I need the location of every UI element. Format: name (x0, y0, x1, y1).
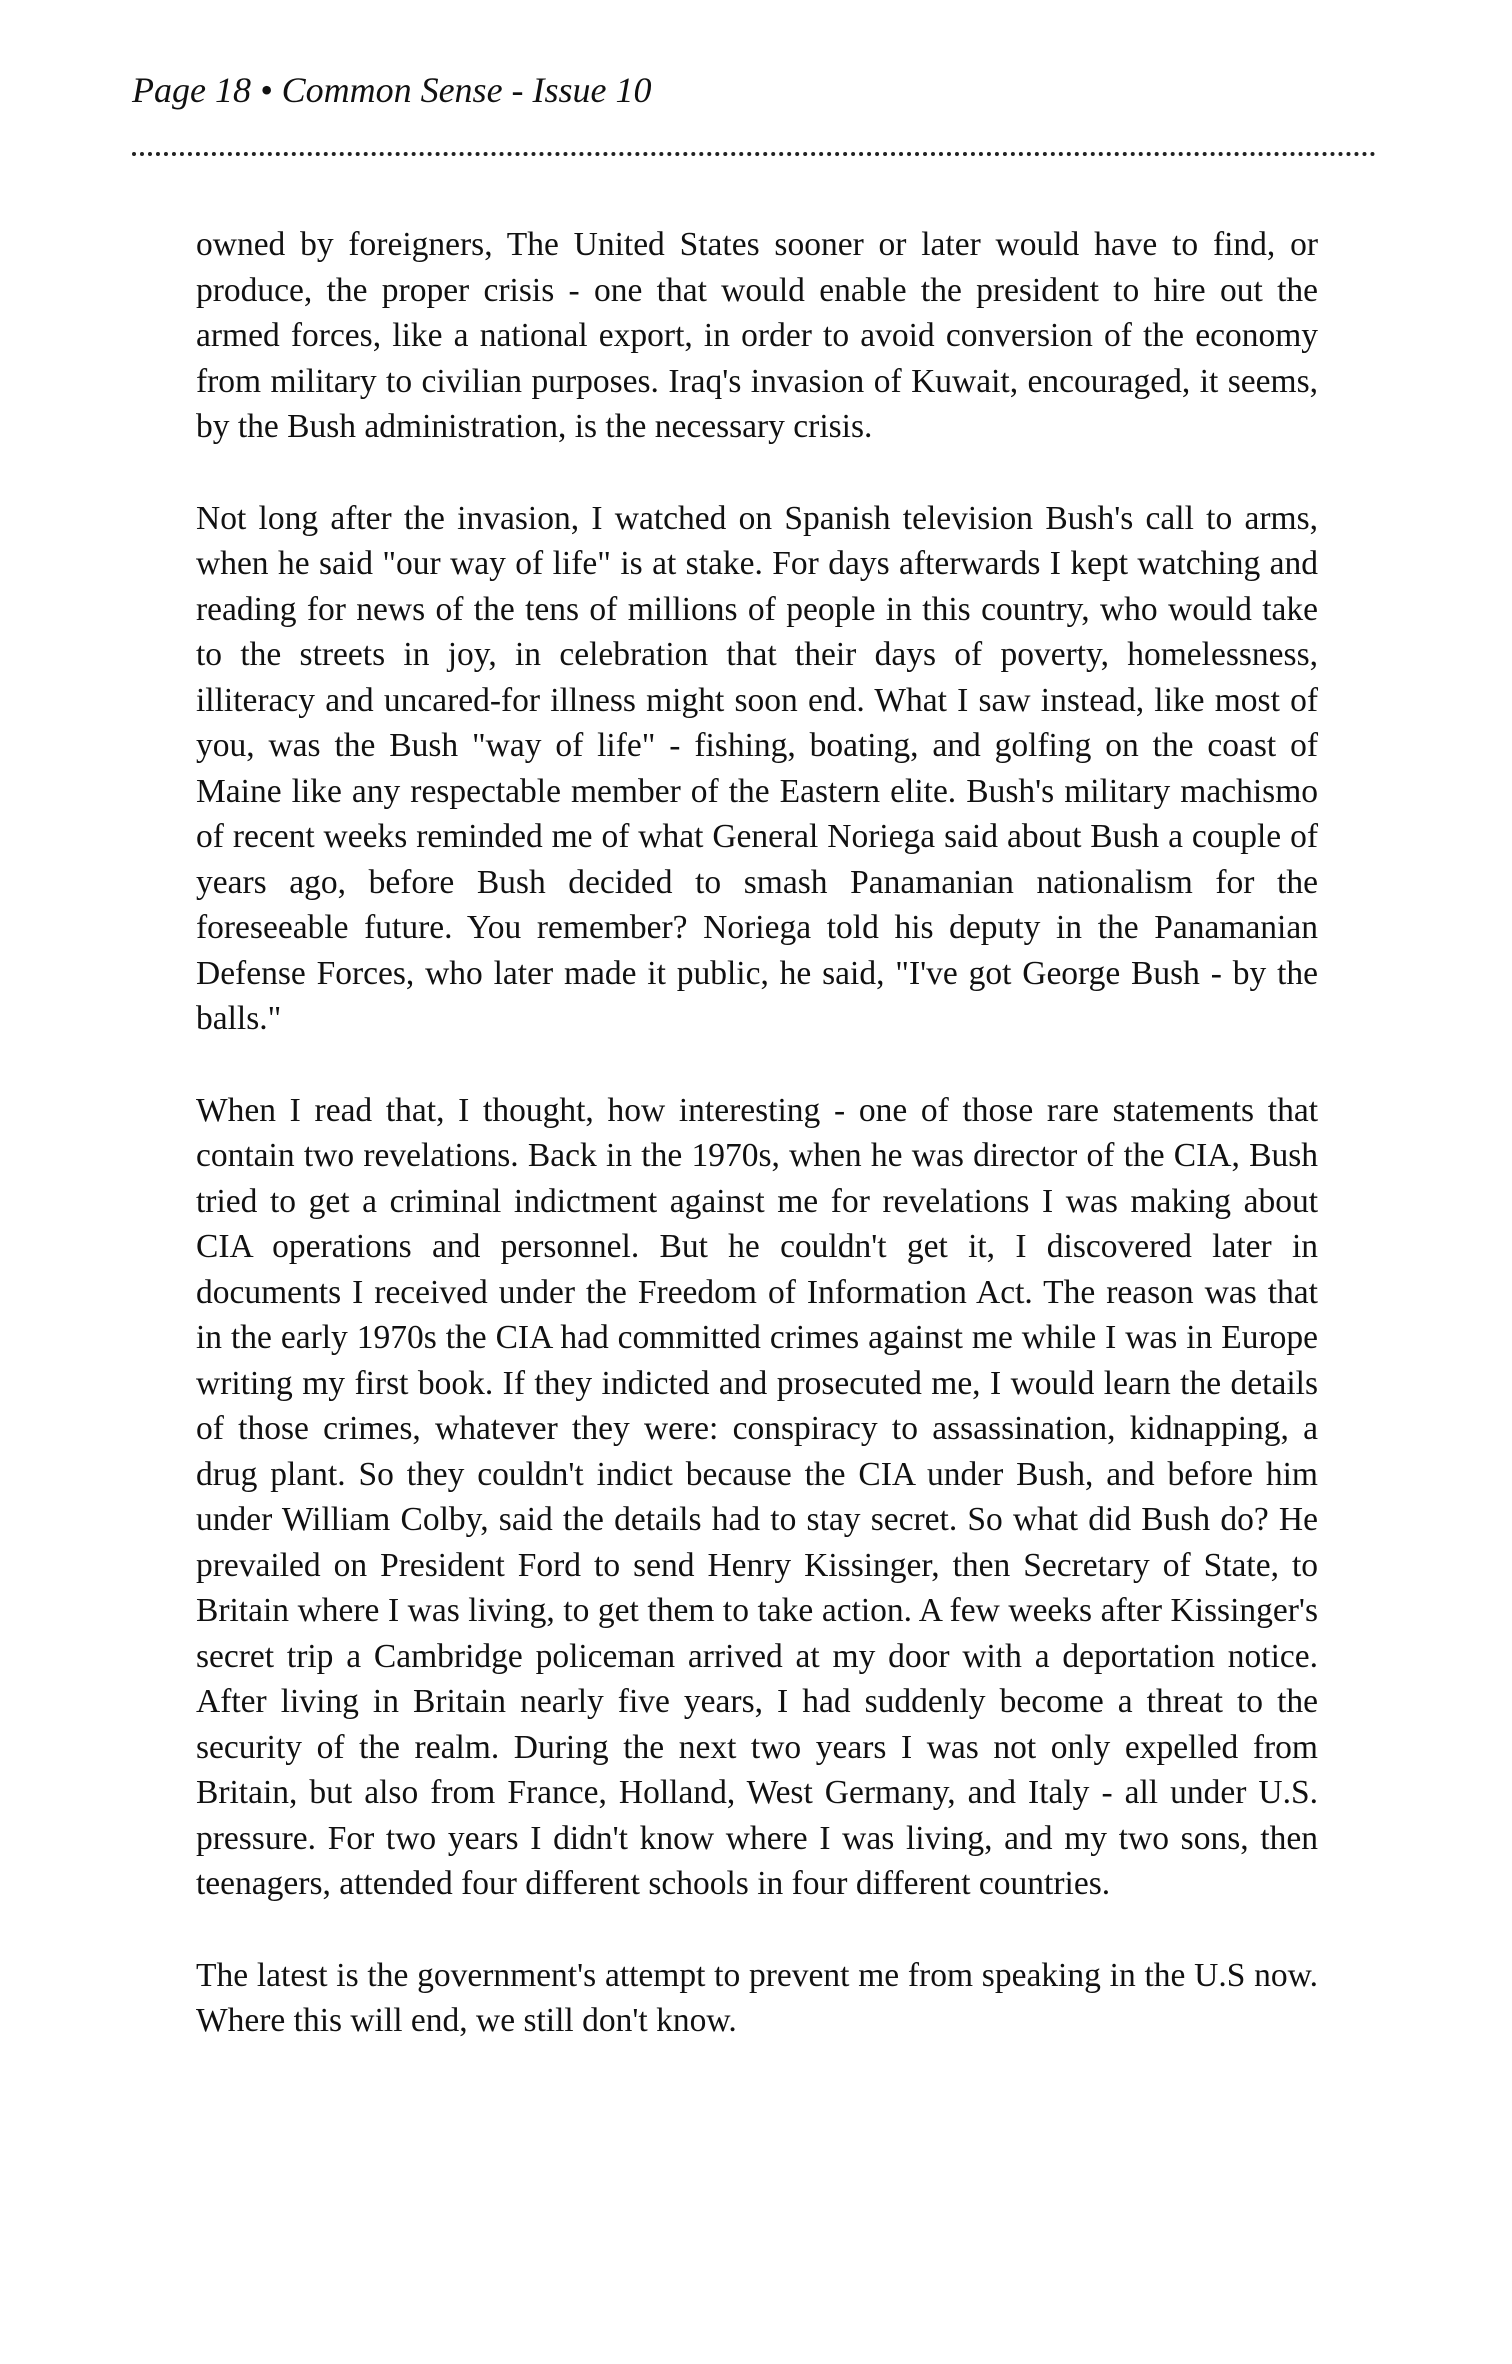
paragraph-1: owned by foreigners, The United States sooner or later would have to find, or produce, the proper crisis - one that would enable the president to hire out the armed forces, like a national export, in order to avoid conversion of the economy from military to civilian purposes. Iraq's invasion of Kuwait, encouraged, it seems, by the Bush administration, is the necessary crisis. (196, 226, 1318, 445)
page-header: Page 18 • Common Sense - Issue 10 (132, 70, 652, 110)
dotted-divider (132, 152, 1376, 156)
paragraph-2: Not long after the invasion, I watched on Spanish television Bush's call to arms, when he said "our way of life" is at stake. For days afterwards I kept watching and reading for news of the tens of millions of people in this country, who would take to the streets in joy, in celebration that their days of poverty, homelessness, illiteracy and uncared-for illness might soon end. What I saw instead, like most of you, was the Bush "way of life" - fishing, boating, and golfing on the coast of Maine like any respectable member of the Eastern elite. Bush's military machismo of recent weeks reminded me of what General Noriega said about Bush a couple of years ago, before Bush decided to smash Panamanian nationalism for the foreseeable future. You remember? Noriega told his deputy in the Panamanian Defense Forces, who later made it public, he said, "I've got George Bush - by the balls." (196, 499, 1318, 1037)
paragraph-4: The latest is the government's attempt to prevent me from speaking in the U.S now. Where this will end, we still don't know. (196, 1956, 1318, 2039)
paragraph-3: When I read that, I thought, how interesting - one of those rare statements that contain two revelations. Back in the 1970s, when he was director of the CIA, Bush tried to get a criminal indictment against me for revelations I was making about CIA operations and personnel. But he couldn't get it, I discovered later in documents I received under the Freedom of Information Act. The reason was that in the early 1970s the CIA had committed crimes against me while I was in Europe writing my first book. If they indicted and prosecuted me, I would learn the details of those crimes, whatever they were: conspiracy to assassination, kidnapping, a drug plant. So they couldn't indict because the CIA under Bush, and before him under William Colby, said the details had to stay secret. So what did Bush do? He prevailed on President Ford to send Henry Kissinger, then Secretary of State, to Britain where I was living, to get them to take action. A few weeks after Kissinger's secret trip a Cambridge policeman arrived at my door with a deportation notice. After living in Britain nearly five years, I had suddenly become a threat to the security of the realm. During the next two years I was not only expelled from Britain, but also from France, Holland, West Germany, and Italy - all under U.S. pressure. For two years I didn't know where I was living, and my two sons, then teenagers, attended four different schools in four different countries. (196, 1091, 1318, 1902)
article-body (196, 222, 1318, 2044)
